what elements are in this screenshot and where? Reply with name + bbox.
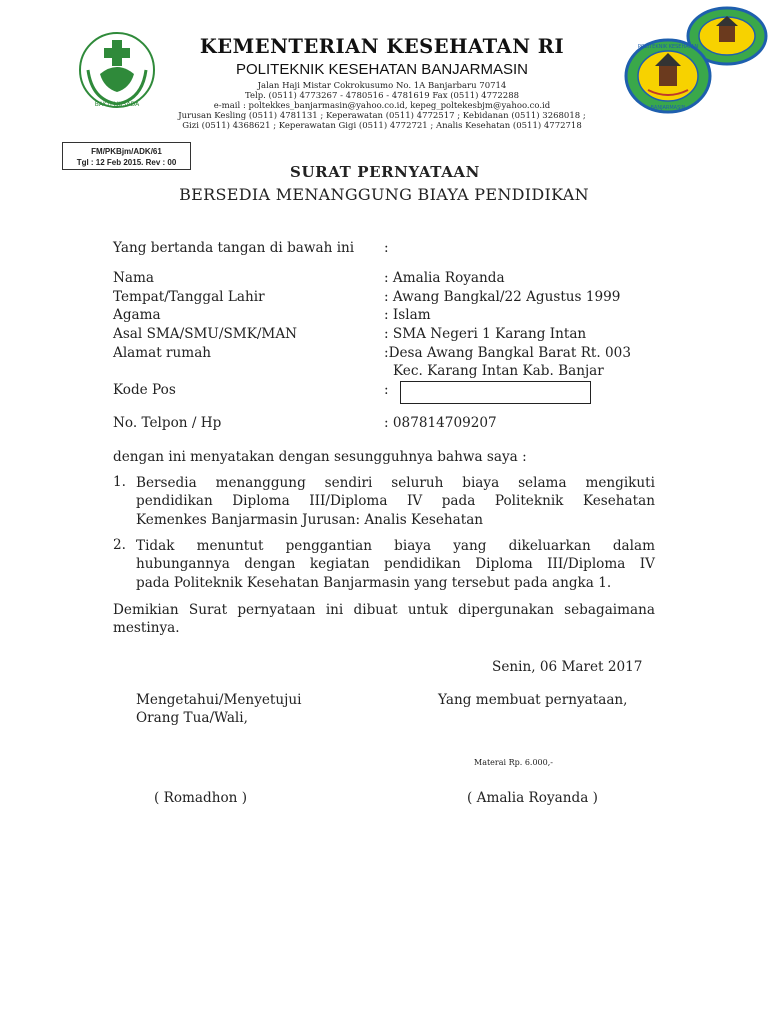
field-label-ttl: Tempat/Tanggal Lahir — [113, 289, 265, 305]
point-2-line-3: pada Politeknik Kesehatan Banjarmasin yang tersebut pada angka 1. — [136, 574, 612, 591]
form-code-date: Tgl : 12 Feb 2015. Rev : 00 — [76, 158, 177, 167]
field-label-alamat: Alamat rumah — [113, 345, 212, 361]
field-value-alamat: :Desa Awang Bangkal Barat Rt. 003 — [384, 345, 631, 361]
form-code-number: FM/PKBjm/ADK/61 — [91, 147, 162, 156]
address-line: Jalan Haji Mistar Cokrokusumo No. 1A Banjarbaru 70714 — [257, 81, 507, 91]
field-value-sekolah: : SMA Negeri 1 Karang Intan — [384, 326, 587, 342]
form-code-box — [62, 142, 191, 170]
closing-paragraph — [113, 601, 655, 638]
phone-line: Telp. (0511) 4773267 - 4780516 - 4781619 Fax (0511) 4772288 — [244, 91, 520, 101]
field-label-telpon: No. Telpon / Hp — [113, 415, 222, 431]
field-value-nama: : Amalia Royanda — [384, 270, 505, 286]
field-value-agama: : Islam — [384, 307, 431, 323]
point-1-line-1: Bersedia menanggung sendiri seluruh biaya selama mengikuti — [136, 475, 655, 491]
point-2 — [136, 537, 655, 592]
intro-colon: : — [384, 240, 389, 256]
institution-name: POLITEKNIK KESEHATAN BANJARMASIN — [235, 61, 528, 78]
field-label-sekolah: Asal SMA/SMU/SMK/MAN — [113, 326, 298, 342]
point-1-line-3: Kemenkes Banjarmasin Jurusan: Analis Kesehatan — [136, 511, 484, 528]
point-1 — [136, 474, 655, 529]
department-line-1: Jurusan Kesling (0511) 4781131 ; Keperawatan (0511) 4772517 ; Kebidanan (0511) 3268018 ; — [178, 111, 586, 121]
point-2-line-1: Tidak menuntut penggantian biaya yang dikeluarkan dalam — [136, 538, 655, 554]
field-value-alamat-2: Kec. Karang Intan Kab. Banjar — [393, 363, 604, 379]
place-date: Senin, 06 Maret 2017 — [492, 659, 643, 675]
closing-line-1: Demikian Surat pernyataan ini dibuat untuk dipergunakan sebagaimana — [113, 602, 655, 618]
declarant-signature-name: ( Amalia Royanda ) — [467, 790, 598, 806]
field-value-kodepos: : — [384, 382, 389, 398]
svg-text:BANJARMASIN: BANJARMASIN — [650, 105, 686, 111]
email-line: e-mail : poltekkes_banjarmasin@yahoo.co.id, kepeg_poltekesbjm@yahoo.co.id — [213, 101, 551, 111]
point-2-line-2: hubungannya dengan kegiatan pendidikan Diploma III/Diploma IV — [136, 556, 655, 573]
document-subtitle: BERSEDIA MENANGGUNG BIAYA PENDIDIKAN — [179, 185, 589, 204]
svg-text:BAKTI HUSADA: BAKTI HUSADA — [94, 101, 140, 108]
parent-approval-label: Mengetahui/Menyetujui — [136, 692, 302, 708]
point-number-2: 2. — [113, 537, 126, 553]
point-number-1: 1. — [113, 474, 126, 490]
stamp-duty-note: Materai Rp. 6.000,- — [474, 758, 553, 767]
parent-guardian-label: Orang Tua/Wali, — [136, 710, 248, 726]
poltekkes-logo — [624, 38, 712, 114]
field-value-telpon: : 087814709207 — [384, 415, 497, 431]
bakti-husada-logo — [78, 30, 156, 110]
kodepos-box — [400, 381, 591, 404]
declarant-label: Yang membuat pernyataan, — [438, 692, 628, 708]
svg-text:POLITEKNIK KESEHATAN: POLITEKNIK KESEHATAN — [637, 44, 699, 50]
closing-line-2: mestinya. — [113, 620, 180, 637]
document-title: SURAT PERNYATAAN — [290, 163, 480, 181]
field-label-kodepos: Kode Pos — [113, 382, 176, 398]
ministry-title: KEMENTERIAN KESEHATAN RI — [199, 35, 565, 58]
field-label-nama: Nama — [113, 270, 154, 286]
point-1-line-2: pendidikan Diploma III/Diploma IV pada Politeknik Kesehatan — [136, 493, 655, 510]
department-line-2: Gizi (0511) 4368621 ; Keperawatan Gigi (0511) 4772721 ; Analis Kesehatan (0511) 4772718 — [182, 121, 582, 131]
statement-intro: dengan ini menyatakan dengan sesungguhnya bahwa saya : — [113, 449, 527, 465]
field-value-ttl: : Awang Bangkal/22 Agustus 1999 — [384, 289, 621, 305]
intro-text: Yang bertanda tangan di bawah ini — [113, 240, 355, 256]
field-label-agama: Agama — [113, 307, 161, 323]
parent-signature-name: ( Romadhon ) — [154, 790, 248, 806]
